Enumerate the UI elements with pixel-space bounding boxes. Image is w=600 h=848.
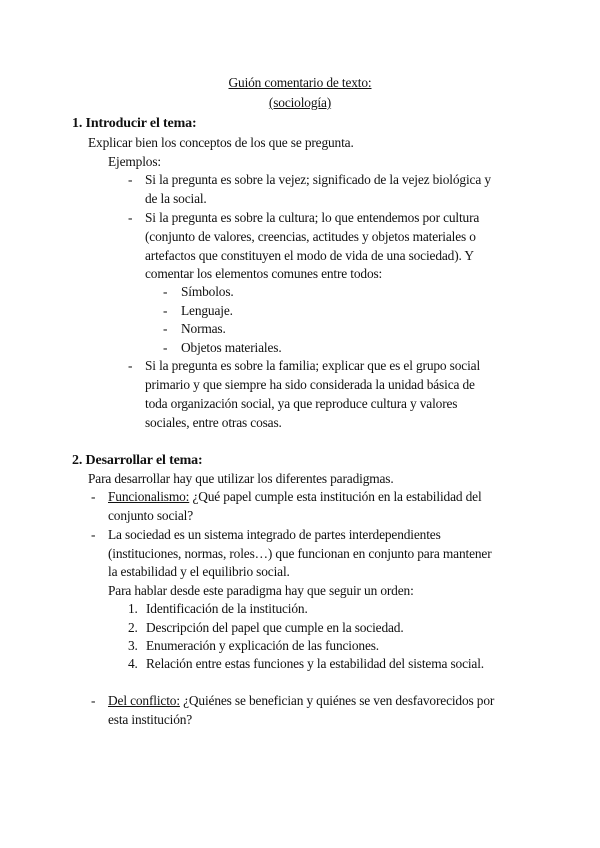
list-number: 3.: [128, 638, 138, 653]
bullet-dash: -: [128, 358, 133, 373]
section-2-intro: Para desarrollar hay que utilizar los diferentes paradigmas.: [88, 471, 394, 486]
text-line: Si la pregunta es sobre la cultura; lo que entendemos por cultura: [145, 210, 480, 225]
list-item: Enumeración y explicación de las funciones.: [146, 638, 380, 653]
document-title: Guión comentario de texto:: [228, 75, 372, 90]
text-line: (conjunto de valores, creencias, actitudes y objetos materiales o: [145, 229, 476, 244]
bullet-dash: -: [163, 284, 168, 299]
section-1-intro: Explicar bien los conceptos de los que se pregunta.: [88, 135, 354, 150]
bullet-dash: -: [163, 303, 168, 318]
text-line: (instituciones, normas, roles…) que funcionan en conjunto para mantener: [108, 546, 492, 561]
list-number: 1.: [128, 601, 138, 616]
text-line: sociales, entre otras cosas.: [145, 415, 282, 430]
section-1-heading: 1. Introducir el tema:: [72, 116, 197, 131]
list-number: 4.: [128, 656, 138, 671]
text-line: La sociedad es un sistema integrado de partes interdependientes: [108, 527, 441, 542]
text-line: artefactos que constituyen el modo de vida de una sociedad). Y: [145, 248, 474, 263]
document-subtitle: (sociología): [268, 95, 332, 110]
paradigm-question: ¿Quiénes se benefician y quiénes se ven desfavorecidos por: [183, 693, 495, 708]
paradigm-label: Del conflicto:: [108, 693, 180, 708]
list-item: Descripción del papel que cumple en la sociedad.: [146, 620, 404, 635]
list-item: Símbolos.: [181, 284, 234, 299]
list-item: Lenguaje.: [181, 303, 233, 318]
text-line: Si la pregunta es sobre la familia; explicar que es el grupo social: [145, 358, 481, 373]
text-line: conjunto social?: [108, 508, 193, 523]
text-line: Para hablar desde este paradigma hay que seguir un orden:: [108, 583, 414, 598]
text-line: Si la pregunta es sobre la vejez; significado de la vejez biológica y: [145, 172, 491, 187]
list-number: 2.: [128, 620, 138, 635]
paradigm-question: ¿Qué papel cumple esta institución en la estabilidad del: [192, 489, 482, 504]
text-line: comentar los elementos comunes entre todos:: [145, 266, 383, 281]
text-line: la estabilidad y el equilibrio social.: [108, 564, 290, 579]
section-2-heading: 2. Desarrollar el tema:: [72, 453, 203, 468]
paradigm-label: Funcionalismo:: [108, 489, 190, 504]
bullet-dash: -: [91, 693, 96, 708]
text-line: de la social.: [145, 191, 207, 206]
text-line: [108, 488, 482, 506]
bullet-dash: -: [128, 210, 133, 225]
text-line: esta institución?: [108, 712, 193, 727]
examples-label: Ejemplos:: [108, 154, 161, 169]
list-item: Identificación de la institución.: [146, 601, 308, 616]
text-line: toda organización social, ya que reproduce cultura y valores: [145, 396, 458, 411]
list-item: Objetos materiales.: [181, 340, 282, 355]
text-line: primario y que siempre ha sido considerada la unidad básica de: [145, 377, 475, 392]
bullet-dash: -: [91, 489, 96, 504]
list-item: Relación entre estas funciones y la estabilidad del sistema social.: [146, 656, 484, 671]
bullet-dash: -: [91, 527, 96, 542]
bullet-dash: -: [128, 172, 133, 187]
text-line: [108, 692, 494, 710]
bullet-dash: -: [163, 321, 168, 336]
bullet-dash: -: [163, 340, 168, 355]
list-item: Normas.: [181, 321, 226, 336]
